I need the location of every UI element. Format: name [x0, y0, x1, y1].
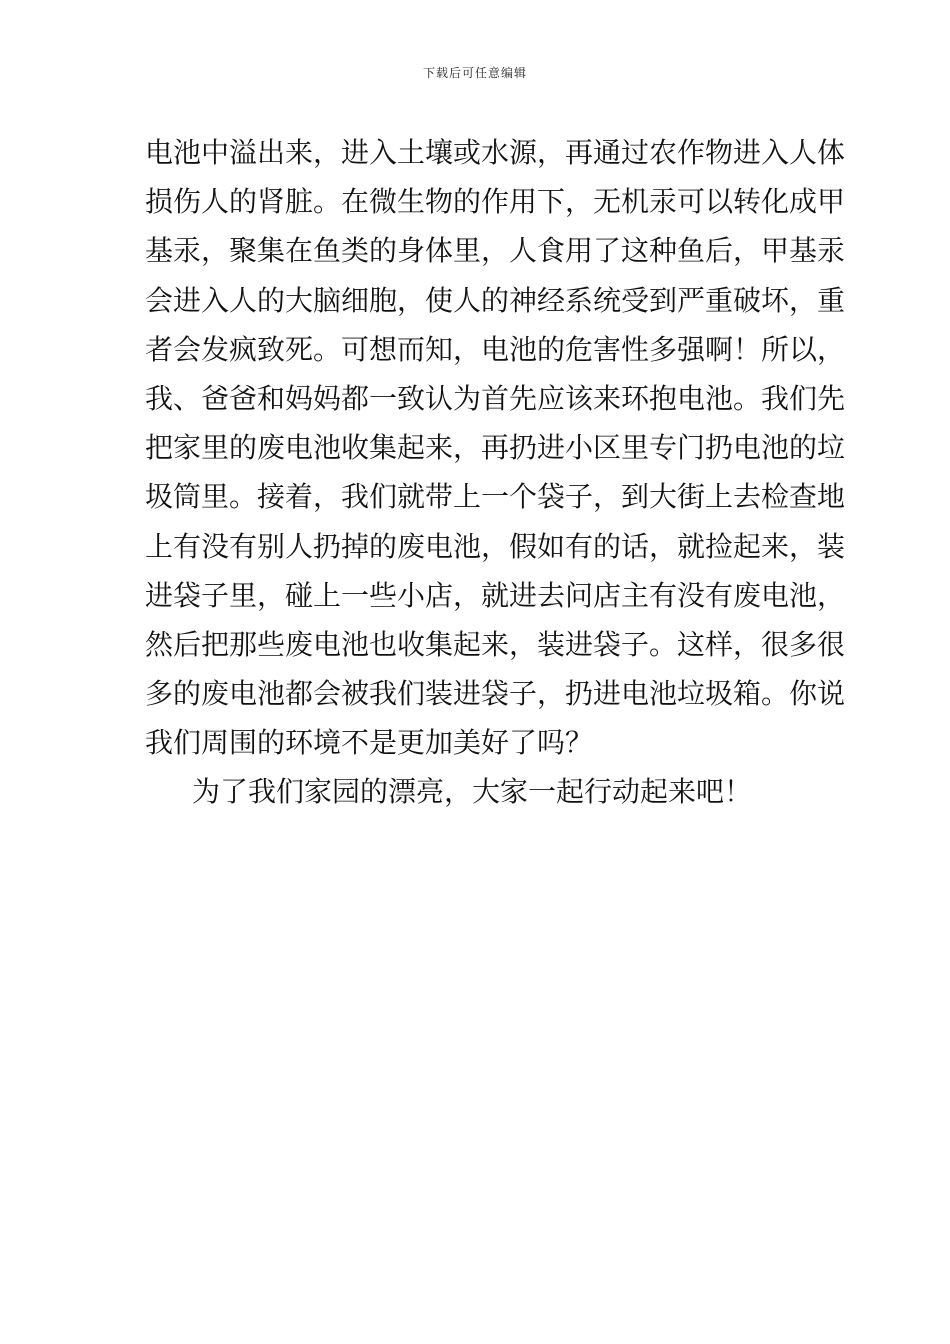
text-line-7: 把家里的废电池收集起来，再扔进小区里专门扔电池的垃 [145, 431, 846, 465]
text-line-4: 会进入人的大脑细胞，使人的神经系统受到严重破坏，重 [145, 283, 846, 317]
text-line-12: 多的废电池都会被我们装进袋子，扔进电池垃圾箱。你说 [145, 677, 846, 711]
closing-paragraph: 为了我们家园的漂亮，大家一起行动起来吧！ [192, 775, 753, 809]
text-line-6: 我、爸爸和妈妈都一致认为首先应该来环抱电池。我们先 [145, 381, 846, 415]
text-line-5: 者会发疯致死。可想而知，电池的危害性多强啊！所以， [145, 332, 846, 366]
text-line-10: 进袋子里，碰上一些小店，就进去问店主有没有废电池， [145, 578, 846, 612]
text-line-1: 电池中溢出来，进入土壤或水源，再通过农作物进入人体 [145, 136, 846, 169]
page-header: 下载后可任意编辑 [422, 66, 527, 80]
text-line-11: 然后把那些废电池也收集起来，装进袋子。这样，很多很 [145, 627, 846, 661]
text-line-3: 基汞，聚集在鱼类的身体里，人食用了这种鱼后，甲基汞 [145, 234, 846, 268]
text-line-8: 圾筒里。接着，我们就带上一个袋子，到大街上去检查地 [145, 480, 846, 514]
text-line-13: 我们周围的环境不是更加美好了吗？ [145, 726, 594, 760]
text-line-2: 损伤人的肾脏。在微生物的作用下，无机汞可以转化成甲 [145, 185, 846, 219]
body-text [145, 128, 846, 817]
text-line-9: 上有没有别人扔掉的废电池，假如有的话，就捡起来，装 [145, 529, 846, 563]
